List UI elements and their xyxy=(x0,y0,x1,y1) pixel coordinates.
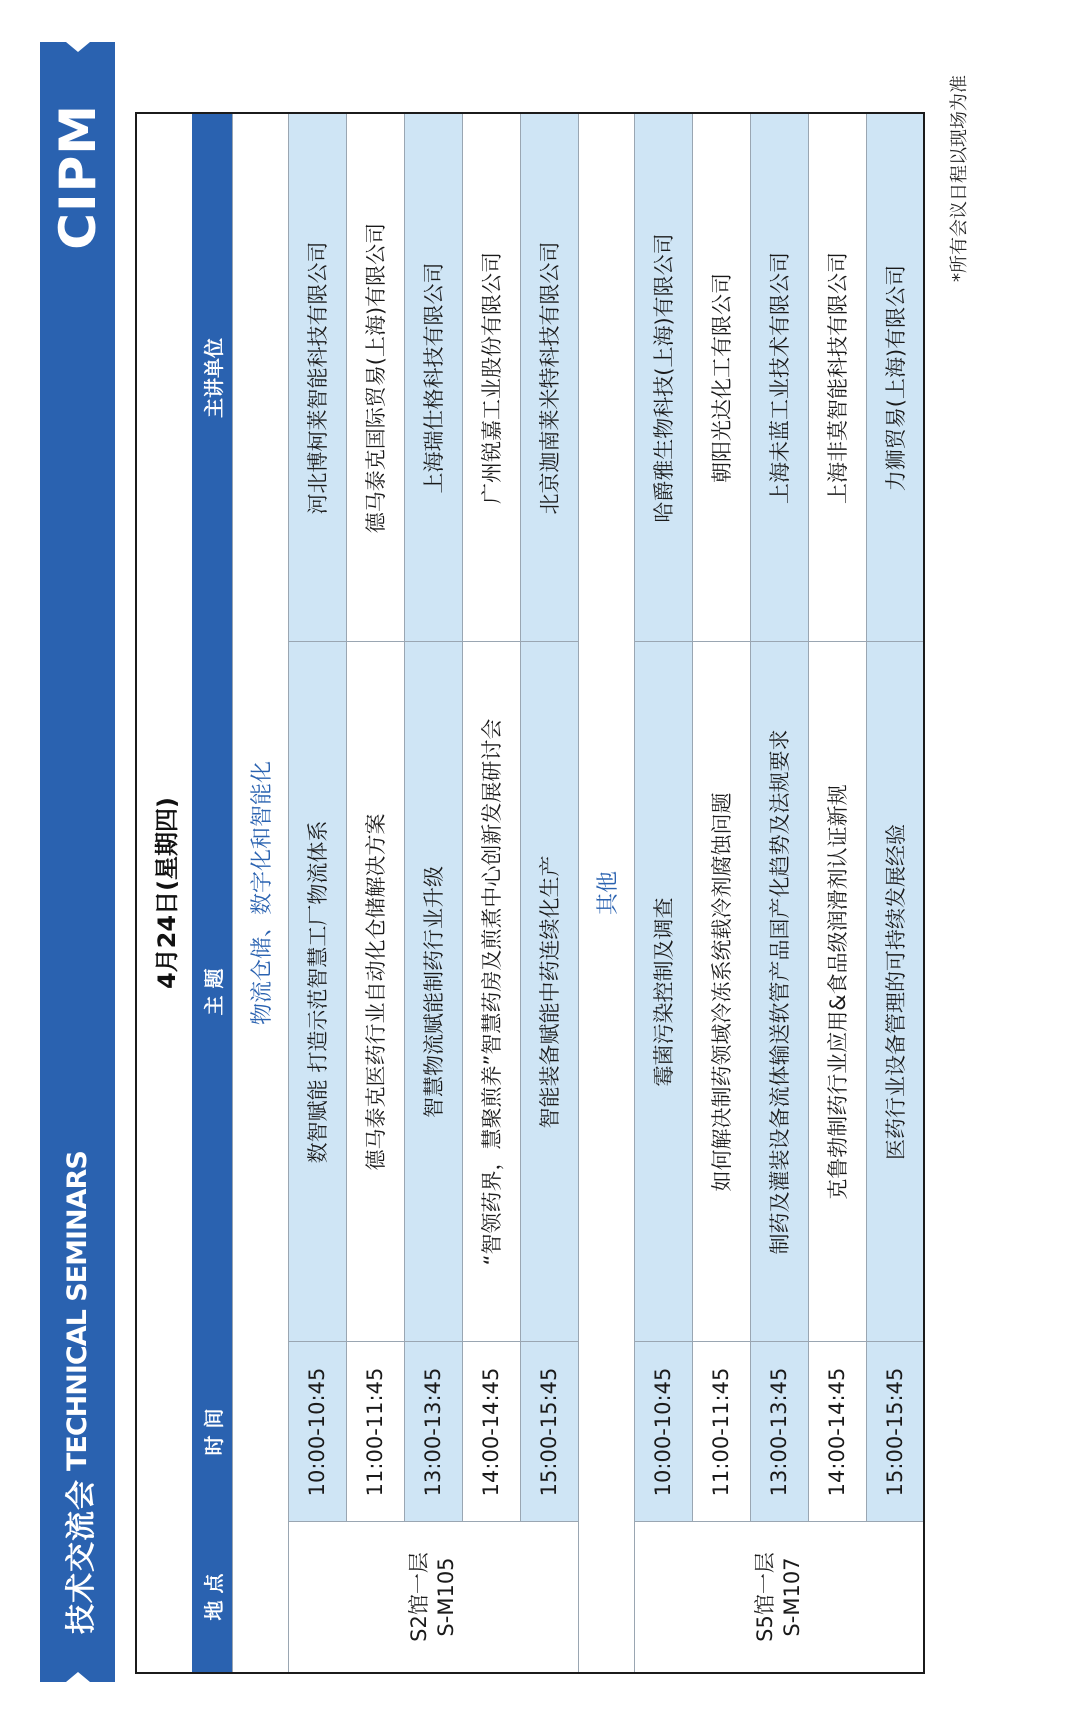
row-company: 德马泰克国际贸易(上海)有限公司 xyxy=(346,114,404,642)
header-notch-right xyxy=(66,42,90,52)
divider xyxy=(404,114,405,1522)
cipm-logo: CIPM xyxy=(48,104,107,250)
date-heading: 4月24日(星期四) xyxy=(153,796,181,990)
section-title: 其他 xyxy=(578,114,634,1672)
row-time: 14:00-14:45 xyxy=(808,1342,866,1522)
venue-cell xyxy=(288,1522,578,1672)
row-company: 力狮贸易(上海)有限公司 xyxy=(866,114,923,642)
row-company: 北京迦南莱米特科技有限公司 xyxy=(520,114,578,642)
row-company: 上海非莫智能科技有限公司 xyxy=(808,114,866,642)
footnote: *所有会议日程以现场为准 xyxy=(949,75,970,282)
row-time: 15:00-15:45 xyxy=(520,1342,578,1522)
divider xyxy=(808,114,809,1522)
row-company: 朝阳光达化工有限公司 xyxy=(692,114,750,642)
row-company: 上海瑞仕格科技有限公司 xyxy=(404,114,462,642)
row-time: 13:00-13:45 xyxy=(404,1342,462,1522)
row-topic: 克鲁勃制药行业应用&食品级润滑剂认证新规 xyxy=(808,642,866,1342)
row-topic: “智领药界，慧聚煎养”智慧药房及煎煮中心创新发展研讨会 xyxy=(462,642,520,1342)
divider xyxy=(520,114,521,1522)
divider xyxy=(692,114,693,1522)
row-time: 10:00-10:45 xyxy=(634,1342,692,1522)
venue-room: S-M105 xyxy=(434,1557,458,1637)
header-notch-left xyxy=(66,1672,90,1682)
row-time: 10:00-10:45 xyxy=(288,1342,346,1522)
row-topic: 数智赋能 打造示范智慧工厂物流体系 xyxy=(288,642,346,1342)
divider xyxy=(288,1521,578,1522)
header-bar xyxy=(40,42,115,1682)
section-title: 物流仓储、数字化和智能化 xyxy=(232,114,288,1672)
row-topic: 智能装备赋能中药连续化生产 xyxy=(520,642,578,1342)
row-company: 广州锐嘉工业股份有限公司 xyxy=(462,114,520,642)
col-header-company: 主讲单位 xyxy=(192,114,232,642)
row-company: 河北博柯莱智能科技有限公司 xyxy=(288,114,346,642)
row-time: 11:00-11:45 xyxy=(346,1342,404,1522)
header-title xyxy=(40,1151,115,1634)
divider xyxy=(634,1341,923,1342)
row-company: 上海未蓝工业技术有限公司 xyxy=(750,114,808,642)
row-time: 11:00-11:45 xyxy=(692,1342,750,1522)
venue-hall: S5馆一层 xyxy=(752,1552,777,1642)
col-header-topic: 主 题 xyxy=(192,642,232,1342)
row-topic: 医药行业设备管理的可持续发展经验 xyxy=(866,642,923,1342)
divider xyxy=(462,114,463,1522)
row-company: 哈爵雅生物科技(上海)有限公司 xyxy=(634,114,692,642)
venue-room: S-M107 xyxy=(779,1557,804,1637)
col-header-location: 地 点 xyxy=(192,1522,232,1672)
row-time: 14:00-14:45 xyxy=(462,1342,520,1522)
row-topic: 如何解决制药领域冷冻系统载冷剂腐蚀问题 xyxy=(692,642,750,1342)
divider xyxy=(750,114,751,1522)
header-title-en: TECHNICAL SEMINARS xyxy=(62,1151,93,1471)
divider xyxy=(634,641,923,642)
col-header-time: 时 间 xyxy=(192,1342,232,1522)
row-topic: 霉菌污染控制及调查 xyxy=(634,642,692,1342)
divider xyxy=(578,114,579,1672)
divider xyxy=(634,1521,923,1522)
row-time: 15:00-15:45 xyxy=(866,1342,923,1522)
venue-cell xyxy=(634,1522,923,1672)
divider xyxy=(288,1341,578,1342)
venue-hall: S2馆一层 xyxy=(407,1552,431,1642)
divider xyxy=(866,114,867,1522)
seminar-table xyxy=(135,112,925,1674)
divider xyxy=(288,641,578,642)
row-topic: 德马泰克医药行业自动化仓储解决方案 xyxy=(346,642,404,1342)
header-title-cn: 技术交流会 xyxy=(63,1479,99,1634)
divider xyxy=(346,114,347,1522)
row-topic: 智慧物流赋能制药行业升级 xyxy=(404,642,462,1342)
row-time: 13:00-13:45 xyxy=(750,1342,808,1522)
divider xyxy=(288,114,289,1672)
divider xyxy=(232,114,233,1672)
row-topic: 制药及灌装设备流体输送软管产品国产化趋势及法规要求 xyxy=(750,642,808,1342)
divider xyxy=(634,114,635,1672)
